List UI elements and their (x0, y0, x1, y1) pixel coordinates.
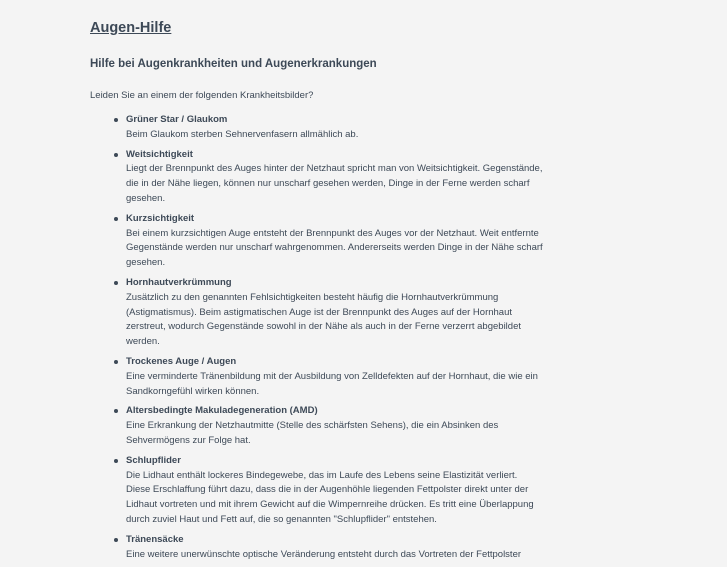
condition-description: Die Lidhaut enthält lockeres Bindegewebe, das im Laufe des Lebens seine Elastizität verliert. Diese Erschlaffung führt dazu, dass die in der Augenhöhle liegenden Fettpolster direkt unter der Lidhaut vortreten und mit ihrem Gewicht auf die Wimpernreihe drücken. Es tritt eine Überlappung durch zuviel Haut und Fett auf, die so genannten "Schlupflider" entstehen. (126, 469, 534, 525)
list-item-weitsichtigkeit (90, 148, 550, 207)
bullet-icon (114, 281, 118, 285)
bullet-icon (114, 409, 118, 413)
bullet-icon (114, 459, 118, 463)
bullet-icon (114, 118, 118, 122)
condition-description: Beim Glaukom sterben Sehnervenfasern allmählich ab. (126, 128, 359, 140)
page-subtitle: Hilfe bei Augenkrankheiten und Augenerkrankungen (90, 58, 377, 70)
list-item-kurzsichtigkeit (90, 212, 550, 271)
list-item-schlupflider (90, 454, 550, 528)
condition-description: Bei einem kurzsichtigen Auge entsteht der Brennpunkt des Auges vor der Netzhaut. Weit entfernte Gegenstände werden nur unscharf wahrgenommen. Andererseits werden Dinge in der Nähe scharf gesehen. (126, 227, 543, 269)
condition-title: Altersbedingte Makuladegeneration (AMD) (126, 405, 318, 417)
condition-title: Tränensäcke (126, 533, 184, 545)
list-item-traenensaecke (90, 533, 550, 563)
condition-title: Trockenes Auge / Augen (126, 355, 237, 367)
condition-description: Eine Erkrankung der Netzhautmitte (Stelle des schärfsten Sehens), die ein Absinken des Sehvermögens zur Folge hat. (126, 420, 499, 446)
condition-description: Eine weitere unerwünschte optische Veränderung entsteht durch das Vortreten der Fettpolster (126, 548, 522, 560)
intro-text: Leiden Sie an einem der folgenden Krankheitsbilder? (90, 90, 314, 101)
condition-description: Eine verminderte Tränenbildung mit der Ausbildung von Zelldefekten auf der Hornhaut, die wie ein Sandkorngefühl wirken können. (126, 370, 538, 397)
bullet-icon (114, 360, 118, 364)
bullet-icon (114, 153, 118, 157)
site-title-link[interactable]: Augen-Hilfe (90, 20, 172, 36)
list-item-trockenes-auge (90, 355, 550, 399)
condition-title: Grüner Star / Glaukom (126, 114, 228, 125)
condition-description: Zusätzlich zu den genannten Fehlsichtigkeiten besteht häufig die Hornhautverkrümmung (Astigmatismus). Beim astigmatischen Auge ist der Brennpunkt des Auges auf der Hornhaut zerstreut, wodurch Gegenstände sowohl in der Nähe als auch in der Ferne verzerrt abgebildet werden. (126, 291, 521, 348)
condition-title: Kurzsichtigkeit (126, 212, 195, 224)
bullet-icon (114, 217, 118, 221)
conditions-list (90, 113, 550, 567)
list-item-hornhautverkruemmung (90, 276, 550, 350)
condition-title: Weitsichtigkeit (126, 148, 193, 160)
bullet-icon (114, 538, 118, 542)
condition-title: Schlupflider (126, 454, 181, 466)
list-item-amd (90, 404, 550, 448)
list-item-glaukom (90, 113, 550, 143)
condition-title: Hornhautverkrümmung (126, 276, 232, 288)
condition-description: Liegt der Brennpunkt des Auges hinter der Netzhaut spricht man von Weitsichtigkeit. Gegenstände, die in der Nähe liegen, können nur unscharf gesehen werden, Dinge in der Ferne werden scharf gesehen. (126, 163, 543, 204)
